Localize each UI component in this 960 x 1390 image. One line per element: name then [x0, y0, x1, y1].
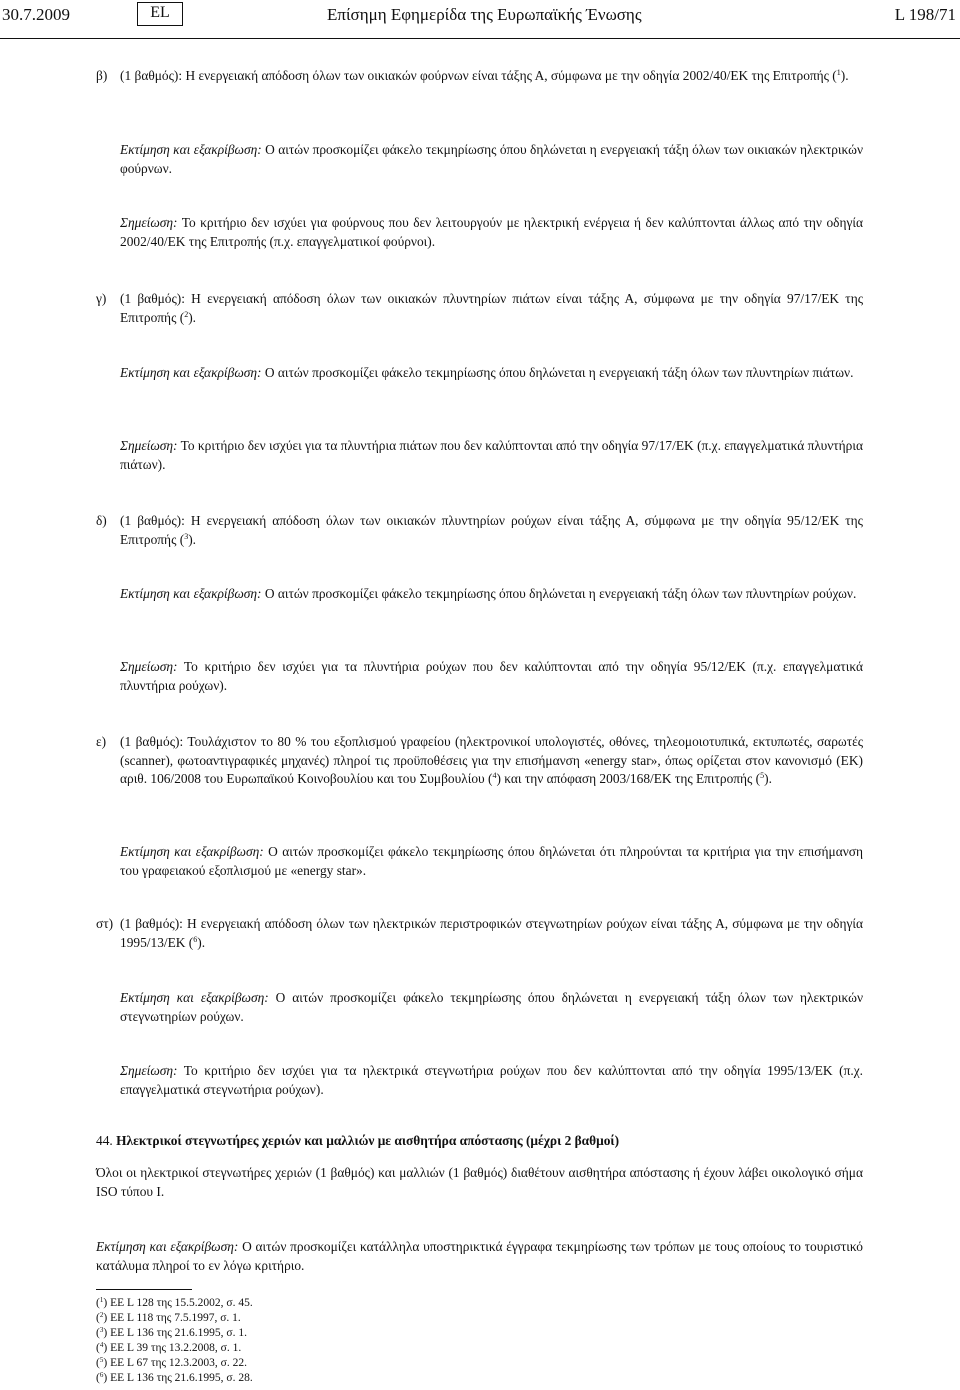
section-44-text: Όλοι οι ηλεκτρικοί στεγνωτήρες χεριών (1 βαθμός) και μαλλιών (1 βαθμός) διαθέτουν αισθητήρα απόστασης ή έχουν λάβει οικολογικό σήμα ISO τύπου I. — [96, 1165, 863, 1199]
footnote-rule — [96, 1289, 192, 1290]
item-b-evaluation: Εκτίμηση και εξακρίβωση: Ο αιτών προσκομίζει φάκελο τεκμηρίωσης όπου δηλώνεται η ενεργειακή τάξη όλων των οικιακών ηλεκτρικών φούρνων. — [120, 142, 863, 176]
page-header — [0, 0, 960, 40]
footnote: ($^3$) ΕΕ L 136 της 21.6.1995, σ. 1. — [96, 1326, 247, 1339]
item-label-st: στ) — [96, 916, 114, 931]
item-d-text: (1 βαθμός): Η ενεργειακή απόδοση όλων των οικιακών πλυντηρίων ρούχων είναι τάξης Α, σύμφωνα με την οδηγία 95/12/ΕΚ της Επιτροπής ($^3$). — [120, 513, 863, 547]
footnote: ($^2$) ΕΕ L 118 της 7.5.1997, σ. 1. — [96, 1311, 241, 1324]
item-b-text: (1 βαθμός): Η ενεργειακή απόδοση όλων των οικιακών φούρνων είναι τάξης Α, σύμφωνα με την οδηγία 2002/40/ΕΚ της Επιτροπής ($^1$). — [120, 68, 849, 83]
footnote-ref: 6 — [193, 934, 198, 944]
section-44-heading — [96, 1132, 863, 1151]
item-st-note: Σημείωση: Το κριτήριο δεν ισχύει για τα ηλεκτρικά στεγνωτήρια ρούχων που δεν καλύπτονται από την οδηγία 1995/13/ΕΚ (π.χ. επαγγελματικά στεγνωτήρια ρούχων). — [120, 1063, 863, 1097]
item-label-b: β) — [96, 68, 108, 83]
item-b-note: Σημείωση: Το κριτήριο δεν ισχύει για φούρνους που δεν λειτουργούν με ηλεκτρική ενέργεια ή δεν καλύπτονται άλλως από την οδηγία 2002/40/ΕΚ της Επιτροπής (π.χ. επαγγελματικοί φούρνοι). — [120, 215, 863, 249]
section-44-evaluation: Εκτίμηση και εξακρίβωση: Ο αιτών προσκομίζει κατάλληλα υποστηρικτικά έγγραφα τεκμηρίωσης των τρόπων με τους οποίους το τουριστικό κατάλυμα πληροί το εν λόγω κριτήριο. — [96, 1239, 864, 1273]
item-e-evaluation: Εκτίμηση και εξακρίβωση: Ο αιτών προσκομίζει φάκελο τεκμηρίωσης όπου δηλώνεται ότι πληρούνται τα κριτήρια για την επισήμανση του γραφειακού εξοπλισμού με «energy star». — [120, 844, 863, 878]
item-d-note: Σημείωση: Το κριτήριο δεν ισχύει για τα πλυντήρια ρούχων που δεν καλύπτονται από την οδηγία 95/12/ΕΚ (π.χ. επαγγελματικά πλυντήρια ρούχων). — [120, 659, 863, 693]
header-rule — [0, 38, 960, 39]
item-st-text: (1 βαθμός): Η ενεργειακή απόδοση όλων των ηλεκτρικών περιστροφικών στεγνωτηρίων ρούχων είναι τάξης Α, σύμφωνα με την οδηγία 1995/13/ΕΚ ($^6$). — [120, 916, 863, 950]
footnote-ref: 4 — [492, 771, 497, 780]
section-title: Ηλεκτρικοί στεγνωτήρες χεριών και μαλλιών με αισθητήρα απόστασης (μέχρι 2 βαθμοί) — [116, 1133, 620, 1148]
item-st-evaluation: Εκτίμηση και εξακρίβωση: Ο αιτών προσκομίζει φάκελο τεκμηρίωσης όπου δηλώνεται η ενεργειακή τάξη όλων των ηλεκτρικών στεγνωτηρίων ρούχων. — [120, 990, 864, 1024]
language-badge: EL — [137, 2, 183, 26]
item-label-g: γ) — [96, 291, 107, 306]
footnote-ref: 3 — [184, 531, 189, 541]
item-d-evaluation: Εκτίμηση και εξακρίβωση: Ο αιτών προσκομίζει φάκελο τεκμηρίωσης όπου δηλώνεται η ενεργειακή τάξη όλων των πλυντηρίων ρούχων. — [120, 586, 857, 601]
item-e-text: (1 βαθμός): Τουλάχιστον το 80 % του εξοπλισμού γραφείου (ηλεκτρονικοί υπολογιστές, οθόνες, τηλεομοιοτυπικά, εκτυπωτές, σαρωτές (scanner), φωτοαντιγραφικές μηχανές) πληροί τις προϋποθέσεις για την επισήμανση «energy star», όπως ορίζεται στον κανονισμό (ΕΚ) αριθ. 106/2008 του Ευρωπαϊκού Κοινοβουλίου και του Συμβουλίου ($^4$) και την απόφαση 2003/168/ΕΚ της Επιτροπής ($^5$). — [120, 734, 863, 786]
item-label-e: ε) — [96, 734, 107, 749]
footnote: ($^4$) ΕΕ L 39 της 13.2.2008, σ. 1. — [96, 1341, 242, 1354]
section-number: 44. — [96, 1133, 113, 1148]
footnote: ($^5$) ΕΕ L 67 της 12.3.2003, σ. 22. — [96, 1356, 247, 1369]
issue-date: 30.7.2009 — [2, 5, 70, 24]
journal-title: Επίσημη Εφημερίδα της Ευρωπαϊκής Ένωσης — [327, 5, 642, 24]
footnote-ref: 5 — [760, 771, 765, 780]
item-label-d: δ) — [96, 513, 107, 528]
footnote: ($^1$) ΕΕ L 128 της 15.5.2002, σ. 45. — [96, 1296, 253, 1309]
page-number: L 198/71 — [894, 5, 956, 24]
item-g-text: (1 βαθμός): Η ενεργειακή απόδοση όλων των οικιακών πλυντηρίων πιάτων είναι τάξης Α, σύμφωνα με την οδηγία 97/17/ΕΚ της Επιτροπής ($^2$). — [120, 291, 863, 325]
item-g-note: Σημείωση: Το κριτήριο δεν ισχύει για τα πλυντήρια πιάτων που δεν καλύπτονται από την οδηγία 97/17/ΕΚ (π.χ. επαγγελματικά πλυντήρια πιάτων). — [120, 438, 863, 472]
footnote-ref: 1 — [836, 68, 841, 77]
item-g-evaluation: Εκτίμηση και εξακρίβωση: Ο αιτών προσκομίζει φάκελο τεκμηρίωσης όπου δηλώνεται η ενεργειακή τάξη όλων των πλυντηρίων πιάτων. — [120, 365, 854, 380]
footnote-ref: 2 — [184, 309, 189, 319]
footnote: ($^6$) ΕΕ L 136 της 21.6.1995, σ. 28. — [96, 1371, 253, 1384]
